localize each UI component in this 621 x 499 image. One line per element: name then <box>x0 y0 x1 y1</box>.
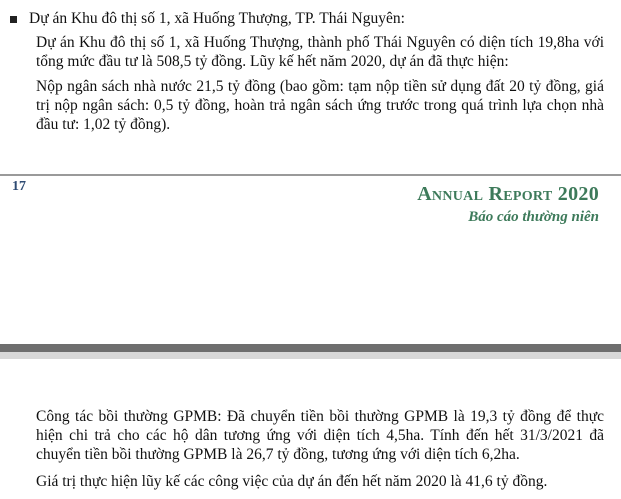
page-separator-dark <box>0 344 621 352</box>
paragraph-project-overview: Dự án Khu đô thị số 1, xã Huống Thượng, thành phố Thái Nguyên có diện tích 19,8ha với tổng mức đầu tư là 508,5 tỷ đồng. Lũy kế hết năm 2020, dự án đã thực hiện: <box>36 34 604 70</box>
page-number: 17 <box>12 179 26 194</box>
bullet-square-icon <box>10 16 17 23</box>
report-title: Annual Report 2020 <box>417 183 599 205</box>
page-separator-light <box>0 352 621 359</box>
footer-rule <box>0 174 621 176</box>
bullet-heading-row <box>10 10 405 28</box>
paragraph-budget: Nộp ngân sách nhà nước 21,5 tỷ đồng (bao gồm: tạm nộp tiền sử dụng đất 20 tỷ đồng, giá trị nộp ngân sách: 0,5 tỷ đồng, hoàn trả ngân sách ứng trước trong quá trình lựa chọn nhà đầu tư: 1,02 tỷ đồng). <box>36 78 604 133</box>
paragraph-cumulative-value: Giá trị thực hiện lũy kế các công việc của dự án đến hết năm 2020 là 41,6 tỷ đồng. <box>36 473 548 490</box>
report-subtitle: Báo cáo thường niên <box>468 209 599 225</box>
bullet-heading: Dự án Khu đô thị số 1, xã Huống Thượng, TP. Thái Nguyên: <box>29 10 405 27</box>
paragraph-compensation: Công tác bồi thường GPMB: Đã chuyển tiền bồi thường GPMB là 19,3 tỷ đồng để thực hiện chi trả cho các hộ dân tương ứng với diện tích 4,5ha. Tính đến hết 31/3/2021 đã chuyển tiền bồi thường GPMB là 26,7 tỷ đồng, tương ứng với diện tích 6,2ha. <box>36 408 604 463</box>
